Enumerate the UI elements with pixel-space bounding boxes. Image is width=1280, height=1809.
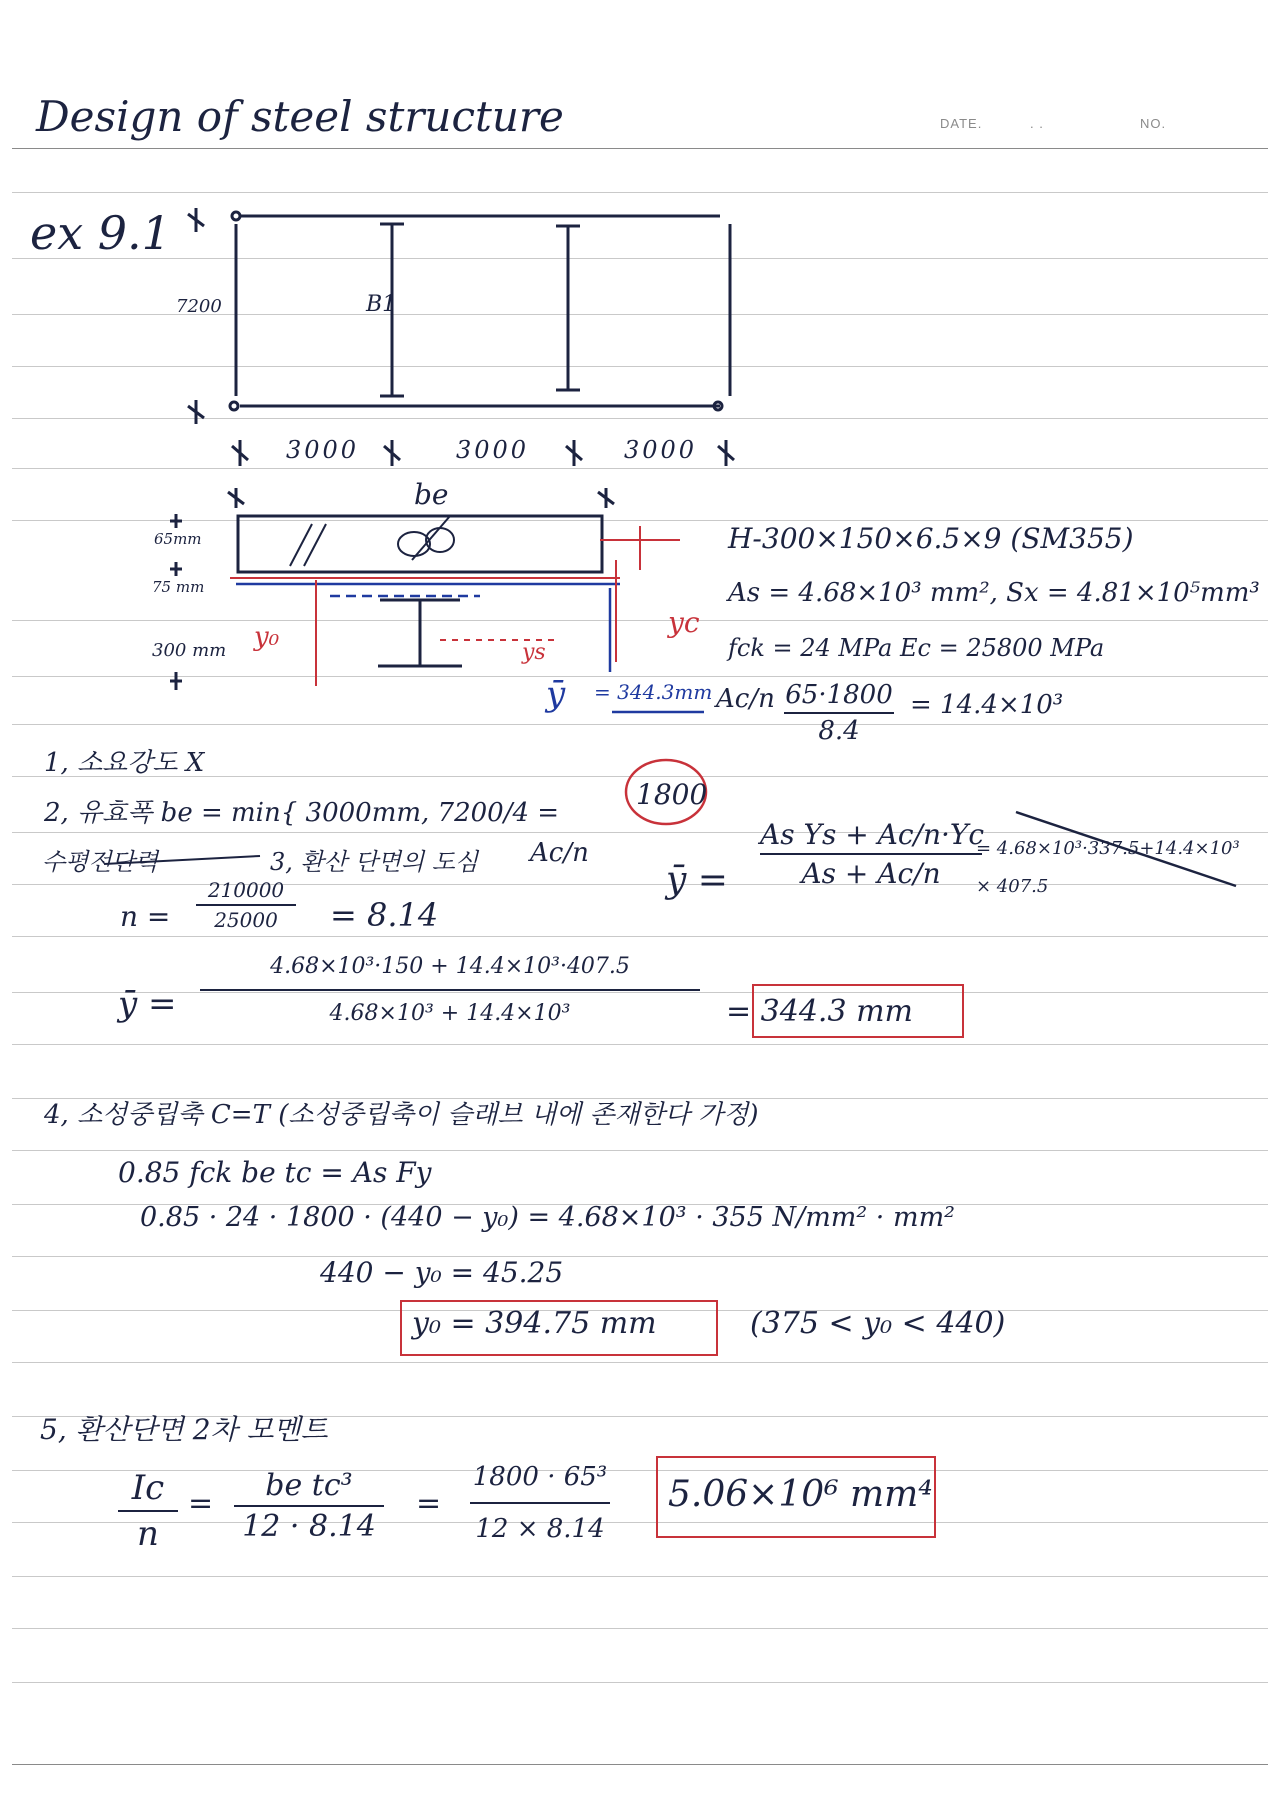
step-3-calc-num: 4.68×10³·150 + 14.4×10³·407.5 bbox=[270, 954, 630, 979]
step-5-rhs bbox=[470, 1462, 610, 1544]
beam-depth-label: 300 mm bbox=[152, 640, 227, 661]
ac-n-numerator: 65·1800 bbox=[785, 680, 893, 710]
step-4-answer: y₀ = 394.75 mm bbox=[412, 1306, 657, 1341]
step-4-range: (375 < y₀ < 440) bbox=[750, 1306, 1006, 1341]
step-2: 2, 유효폭 be = min{ 3000mm, 7200/4 = bbox=[44, 798, 560, 828]
step-3-title: 3, 환산 단면의 도심 bbox=[270, 848, 479, 876]
step-4-line-3: 440 − y₀ = 45.25 bbox=[320, 1256, 564, 1289]
step-3-n-fraction bbox=[196, 878, 296, 932]
step-5-mid-den: 12 · 8.14 bbox=[242, 1509, 376, 1544]
ybar-label: ȳ bbox=[546, 674, 566, 714]
y0-label: y₀ bbox=[254, 622, 280, 652]
step-2-answer: 1800 bbox=[636, 778, 708, 811]
step-3-ybar-lhs: ȳ = bbox=[666, 860, 728, 901]
equals-sign: = bbox=[416, 1486, 442, 1521]
step-5-title: 5, 환산단면 2차 모멘트 bbox=[40, 1413, 328, 1446]
ac-n-fraction bbox=[716, 684, 775, 714]
step-5-answer: 5.06×10⁶ mm⁴ bbox=[668, 1474, 933, 1515]
answer-box bbox=[656, 1456, 936, 1538]
ac-n-denominator: 8.4 bbox=[818, 716, 860, 746]
step-3-struck-calc: = 4.68×10³·337.5+14.4×10³ × 407.5 bbox=[976, 838, 1240, 897]
step-4-line-2: 0.85 · 24 · 1800 · (440 − y₀) = 4.68×10³ · 355 N/mm² · mm² bbox=[140, 1202, 955, 1233]
page-title: Design of steel structure bbox=[36, 92, 564, 141]
composite-section bbox=[170, 488, 614, 690]
step-3-calc-lhs: ȳ = bbox=[118, 984, 177, 1024]
section-spec: H-300×150×6.5×9 (SM355) bbox=[728, 522, 1134, 555]
span-label: 7200 bbox=[176, 296, 222, 317]
be-label: be bbox=[414, 478, 449, 511]
step-5-rhs-den: 12 × 8.14 bbox=[475, 1514, 605, 1544]
step-3-struck: 수평전단력 bbox=[42, 848, 158, 876]
ys-label: ys bbox=[522, 640, 546, 665]
step-3-n-lhs: n = bbox=[120, 900, 171, 933]
deck-height-label: 75 mm bbox=[152, 578, 205, 596]
step-5-mid-num: be tc³ bbox=[265, 1468, 353, 1503]
bay-2-label: 3000 bbox=[456, 436, 530, 464]
yc-label: yc bbox=[668, 606, 700, 639]
date-label: DATE. bbox=[940, 116, 983, 131]
bay-3-label: 3000 bbox=[624, 436, 698, 464]
floor-plan bbox=[188, 208, 734, 466]
ac-n-label: Ac/n bbox=[716, 684, 775, 714]
area-modulus: As = 4.68×10³ mm², Sx = 4.81×10⁵mm³ bbox=[728, 578, 1260, 608]
beam-label: B1 bbox=[366, 292, 397, 317]
step-5-lhs bbox=[118, 1468, 178, 1554]
step-3-acn bbox=[530, 838, 589, 868]
step-1: 1, 소요강도 X bbox=[44, 748, 205, 778]
step-4-title: 4, 소성중립축 C=T (소성중립축이 슬래브 내에 존재한다 가정) bbox=[44, 1100, 759, 1130]
step-3-calc-fraction bbox=[200, 954, 700, 1026]
ac-n-calc bbox=[784, 680, 894, 746]
bay-1-label: 3000 bbox=[286, 436, 360, 464]
answer-box bbox=[400, 1300, 718, 1356]
step-3-n-num: 210000 bbox=[207, 878, 285, 902]
step-5-lhs-den: n bbox=[137, 1514, 159, 1554]
step-3-n-den: 25000 bbox=[214, 908, 278, 932]
ac-n-result: = 14.4×10³ bbox=[910, 690, 1064, 720]
slab-thickness-label: 65mm bbox=[154, 530, 202, 548]
step-3-ybar-den: As + Ac/n bbox=[801, 857, 941, 890]
date-dots: . . bbox=[1030, 116, 1044, 131]
step-3-ybar-num: As Ys + Ac/n·Yc bbox=[760, 818, 985, 851]
step-3-calc-den: 4.68×10³ + 14.4×10³ bbox=[329, 1001, 571, 1026]
no-label: NO. bbox=[1140, 116, 1167, 131]
ybar-value: = 344.3mm bbox=[594, 680, 713, 704]
step-3-n-result: = 8.14 bbox=[330, 896, 439, 934]
step-5-mid bbox=[234, 1468, 384, 1544]
step-4-line-1: 0.85 fck be tc = As Fy bbox=[118, 1156, 432, 1189]
step-5-rhs-num: 1800 · 65³ bbox=[472, 1462, 608, 1492]
step-3-acn-text: Ac/n bbox=[530, 838, 589, 868]
material-props: fck = 24 MPa Ec = 25800 MPa bbox=[728, 634, 1105, 662]
problem-label: ex 9.1 bbox=[30, 206, 171, 260]
equals-sign: = bbox=[188, 1486, 214, 1521]
answer-box bbox=[752, 984, 964, 1038]
step-3-calc-result: = 344.3 mm bbox=[726, 994, 913, 1029]
step-5-lhs-num: Ic bbox=[131, 1468, 165, 1508]
step-3-ybar-fraction bbox=[760, 818, 985, 890]
